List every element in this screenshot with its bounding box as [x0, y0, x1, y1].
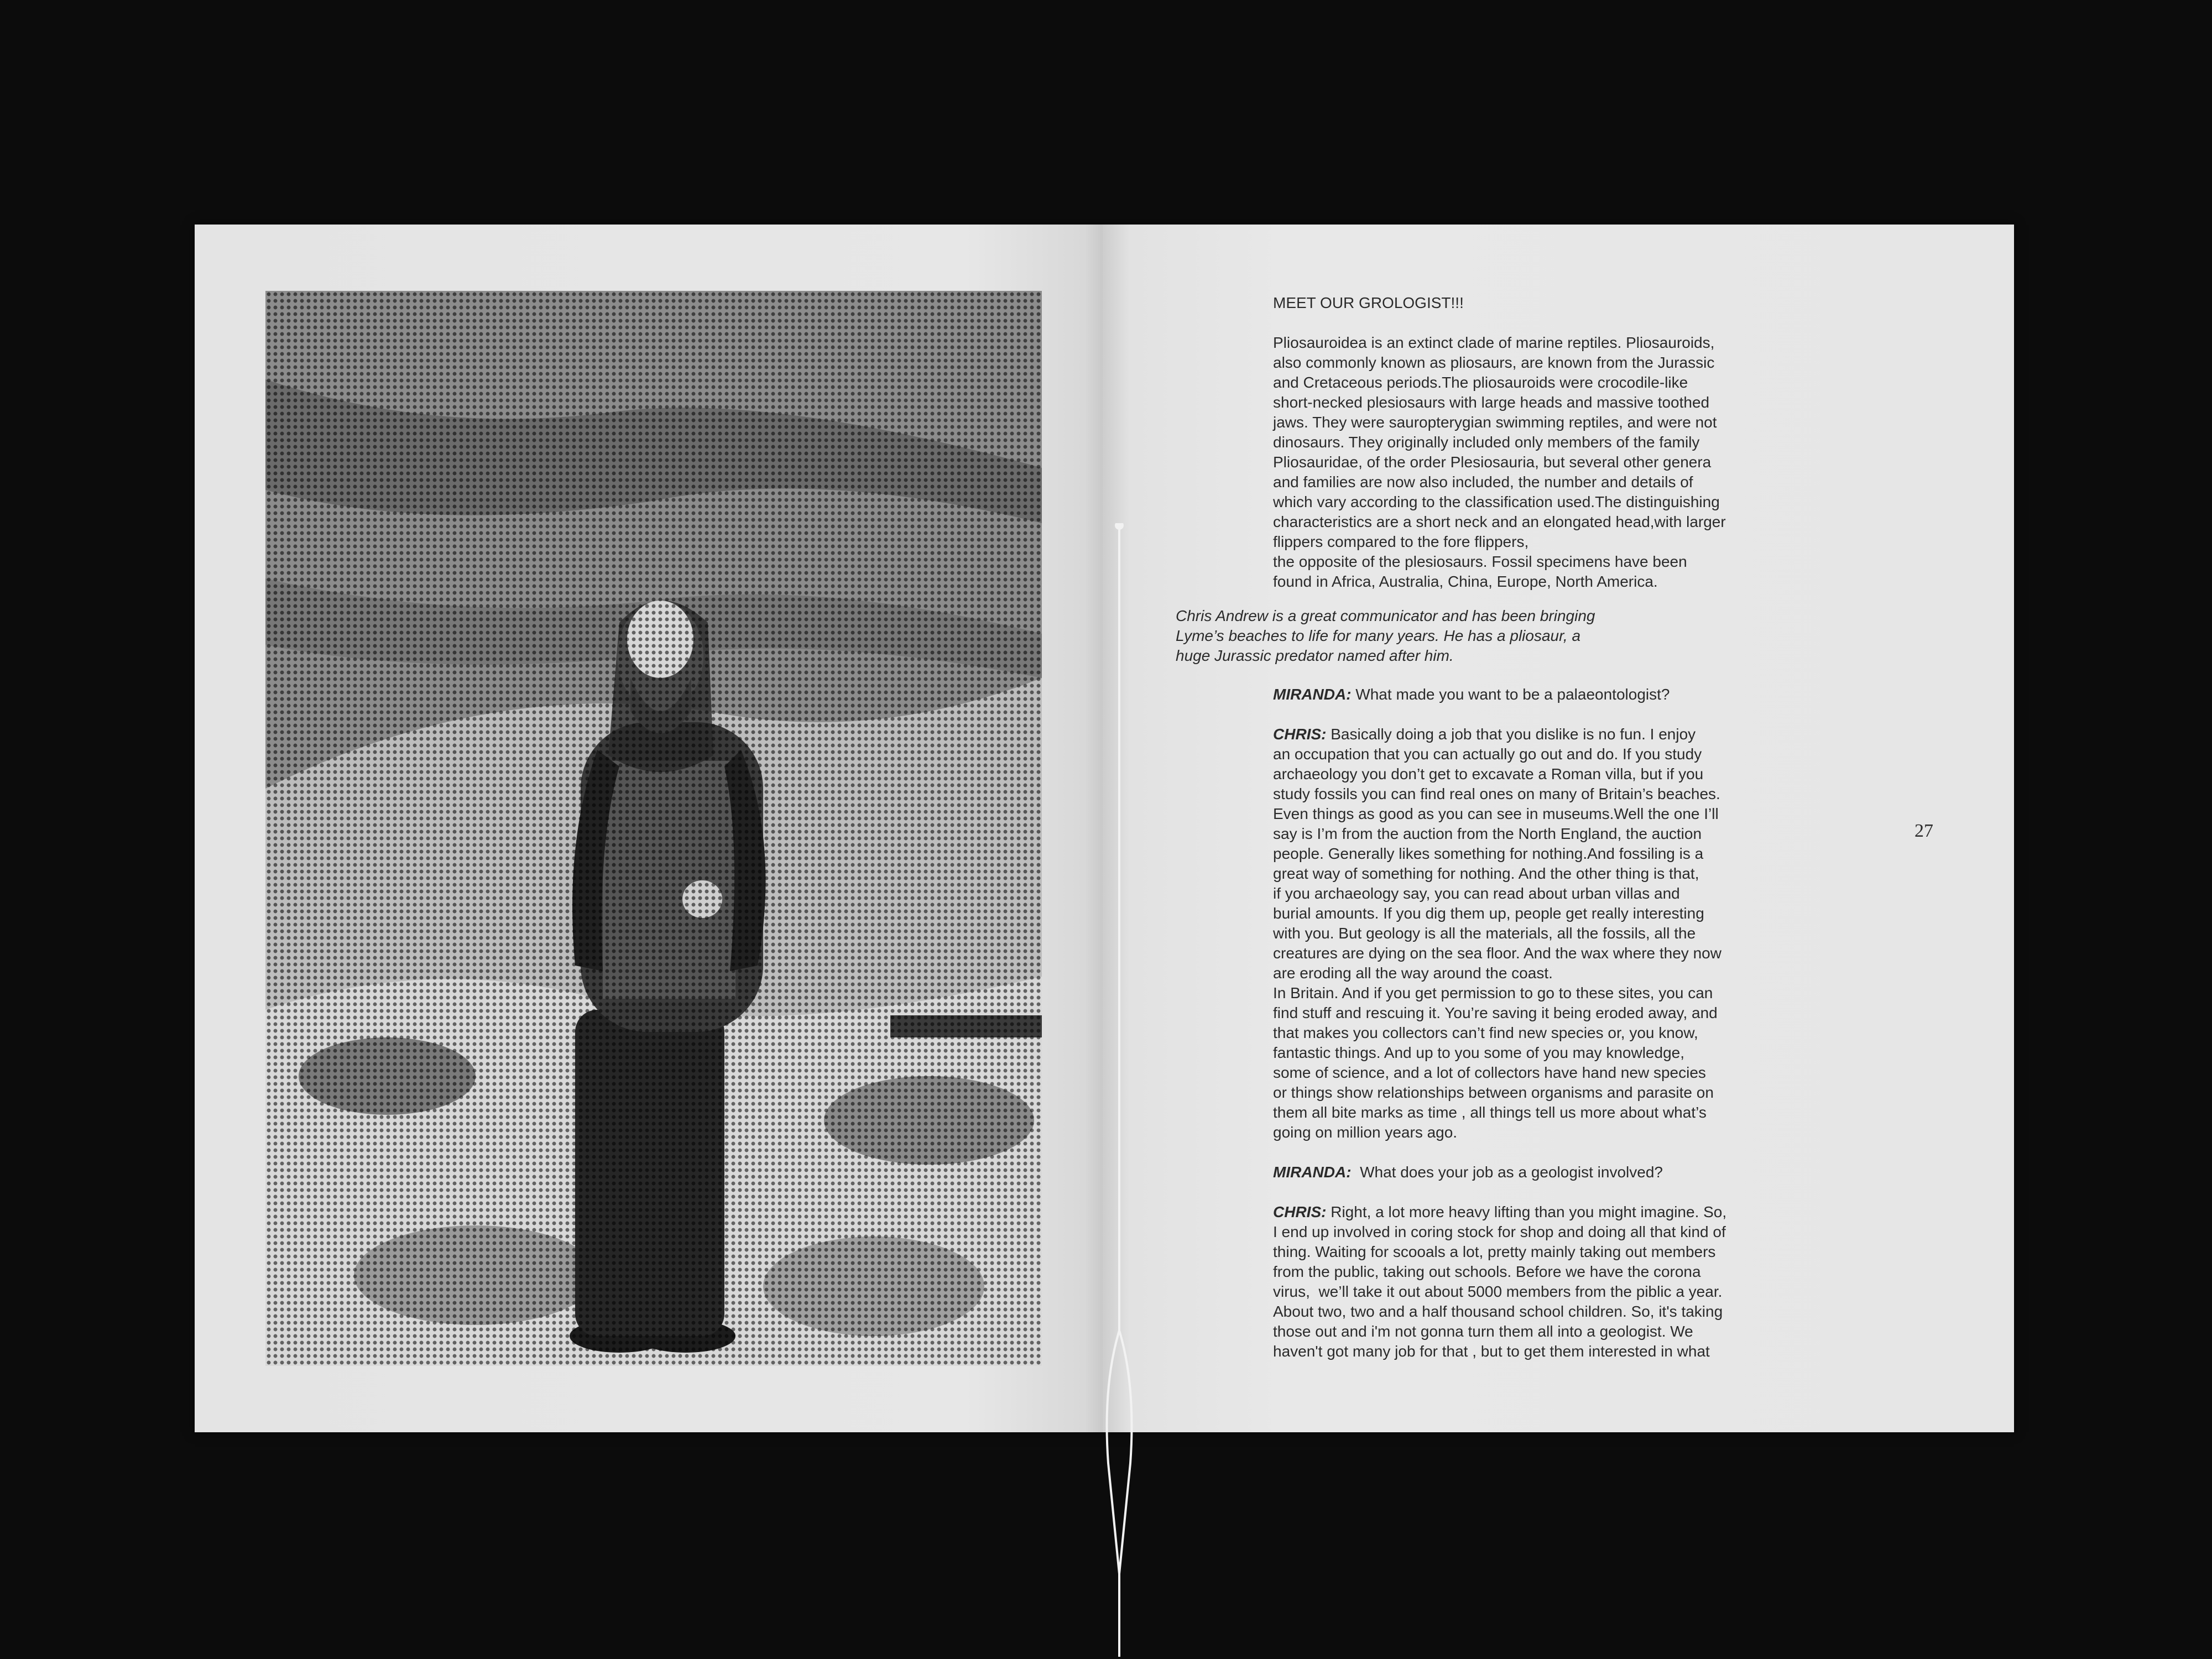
speaker-chris: CHRIS:	[1273, 1203, 1327, 1220]
intro-paragraph: Pliosauroidea is an extinct clade of marine reptiles. Pliosauroids, also commonly known as pliosaurs, are known from the Jurassic and Cretaceous periods.The pliosauroids were crocodile-like short-necked plesiosaurs with large heads and massive toothed jaws. They were sauropterygian swimming reptiles, and were not dinosaurs. They originally included only members of the family Pliosauridae, of the order Plesiosauria, but several other genera and families are now also included, the number and details of which vary according to the classification used.The distinguishing characteristics are a short neck and an elongated head,with larger flippers compared to the fore flippers, the opposite of the plesiosaurs. Fossil specimens have been found in Africa, Australia, China, Europe, North America.	[1273, 334, 1726, 590]
speaker-chris: CHRIS:	[1273, 726, 1327, 743]
answer-2	[1273, 1202, 1826, 1361]
magazine-spread	[195, 225, 2014, 1432]
question-1	[1273, 685, 1826, 705]
portrait-photo	[265, 291, 1042, 1366]
photo-caption: Chris Andrew is a great communicator and has been bringing Lyme’s beaches to life for many years. He has a pliosaur, a huge Jurassic predator named after him.	[1176, 607, 1595, 664]
question-2	[1273, 1162, 1826, 1182]
article-heading: MEET OUR GROLOGIST!!!	[1273, 294, 1464, 311]
speaker-miranda: MIRANDA:	[1273, 1164, 1352, 1181]
question-text: What made you want to be a palaeontologist?	[1351, 686, 1670, 703]
question-text: What does your job as a geologist involved?	[1351, 1164, 1663, 1181]
answer-text: Basically doing a job that you dislike is no fun. I enjoy an occupation that you can actually go out and do. If you study archaeology you don’t get to excavate a Roman villa, but if you study fossils you can find real ones on many of Britain’s beaches. Even things as good as you can see in museums.Well the one I’ll say is I’m from the auction from the North England, the auction people. Generally likes something for nothing.And fossiling is a great way of something for nothing. And the other thing is that, if you archaeology say, you can read about urban villas and burial amounts. If you dig them up, people get really interesting with you. But geology is all the materials, all the fossils, all the creatures are dying on the sea floor. And the wax where they now are eroding all the way around the coast. In Britain. And if you get permission to go to these sites, you can find stuff and rescuing it. You’re saving it being eroded away, and that makes you collectors can’t find new species or, you know, fantastic things. And up to you some of you may knowledge, some of science, and a lot of collectors have hand new species or things show relationships between organisms and parasite on them all bite marks as time , all things tell us more about what’s going on million years ago.	[1273, 726, 1721, 1141]
binding-thread	[1097, 523, 1141, 1657]
answer-1	[1273, 724, 1826, 1142]
answer-text: Right, a lot more heavy lifting than you might imagine. So, I end up involved in coring stock for shop and doing all that kind of thing. Waiting for scooals a lot, pretty mainly taking out members from the public, taking out schools. Before we have the corona virus, we’ll take it out about 5000 members from the piblic a year. About two, two and a half thousand school children. So, it's taking those out and i'm not gonna turn them all into a geologist. We haven't got many job for that , but to get them interested in what	[1273, 1203, 1727, 1360]
speaker-miranda: MIRANDA:	[1273, 686, 1352, 703]
left-page	[195, 225, 1103, 1432]
page-number: 27	[1914, 821, 1933, 841]
